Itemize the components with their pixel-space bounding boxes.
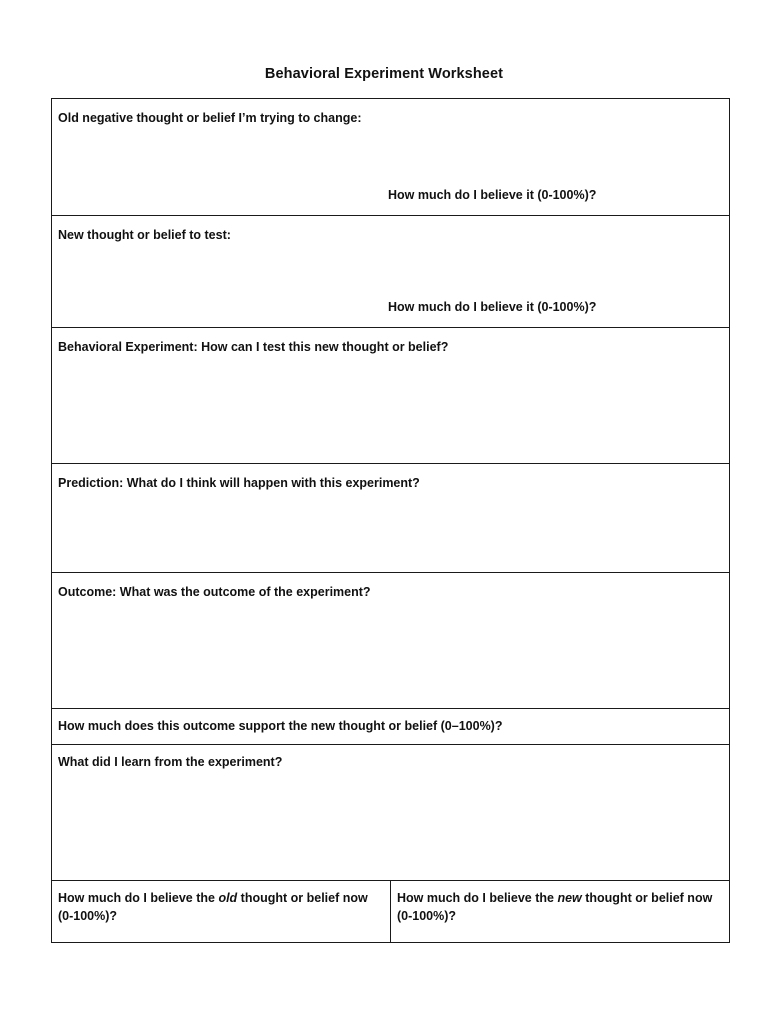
old-thought-label: Old negative thought or belief I’m trying to change:: [58, 111, 362, 125]
support-section[interactable]: [52, 709, 729, 745]
final-new-belief-label: [397, 889, 717, 925]
prediction-label: Prediction: What do I think will happen with this experiment?: [58, 476, 420, 490]
learned-label: What did I learn from the experiment?: [58, 755, 283, 769]
final-old-emphasis: old: [218, 891, 238, 905]
final-new-emphasis: new: [557, 891, 582, 905]
final-new-belief-cell[interactable]: [391, 881, 729, 943]
learned-section[interactable]: [52, 745, 729, 881]
outcome-section[interactable]: [52, 573, 729, 709]
final-old-suffix: thought or belief now (0-100%)?: [58, 891, 368, 923]
final-new-prefix: How much do I believe the: [397, 891, 558, 905]
final-old-belief-cell[interactable]: [52, 881, 391, 943]
new-thought-section[interactable]: [52, 216, 729, 328]
support-label: How much does this outcome support the new thought or belief (0–100%)?: [58, 719, 503, 733]
final-belief-row: [52, 881, 729, 943]
old-thought-section[interactable]: [52, 99, 729, 216]
prediction-section[interactable]: [52, 464, 729, 573]
worksheet-title: Behavioral Experiment Worksheet: [264, 66, 504, 82]
old-thought-rating-label: How much do I believe it (0-100%)?: [388, 188, 597, 202]
outcome-label: Outcome: What was the outcome of the experiment?: [58, 585, 371, 599]
experiment-section[interactable]: [52, 328, 729, 464]
worksheet-table: [51, 98, 730, 943]
final-old-prefix: How much do I believe the: [58, 891, 219, 905]
experiment-label: Behavioral Experiment: How can I test this new thought or belief?: [58, 340, 449, 354]
new-thought-rating-label: How much do I believe it (0-100%)?: [388, 300, 597, 314]
final-new-suffix: thought or belief now (0-100%)?: [397, 891, 713, 923]
final-old-belief-label: [58, 889, 378, 925]
new-thought-label: New thought or belief to test:: [58, 228, 231, 242]
